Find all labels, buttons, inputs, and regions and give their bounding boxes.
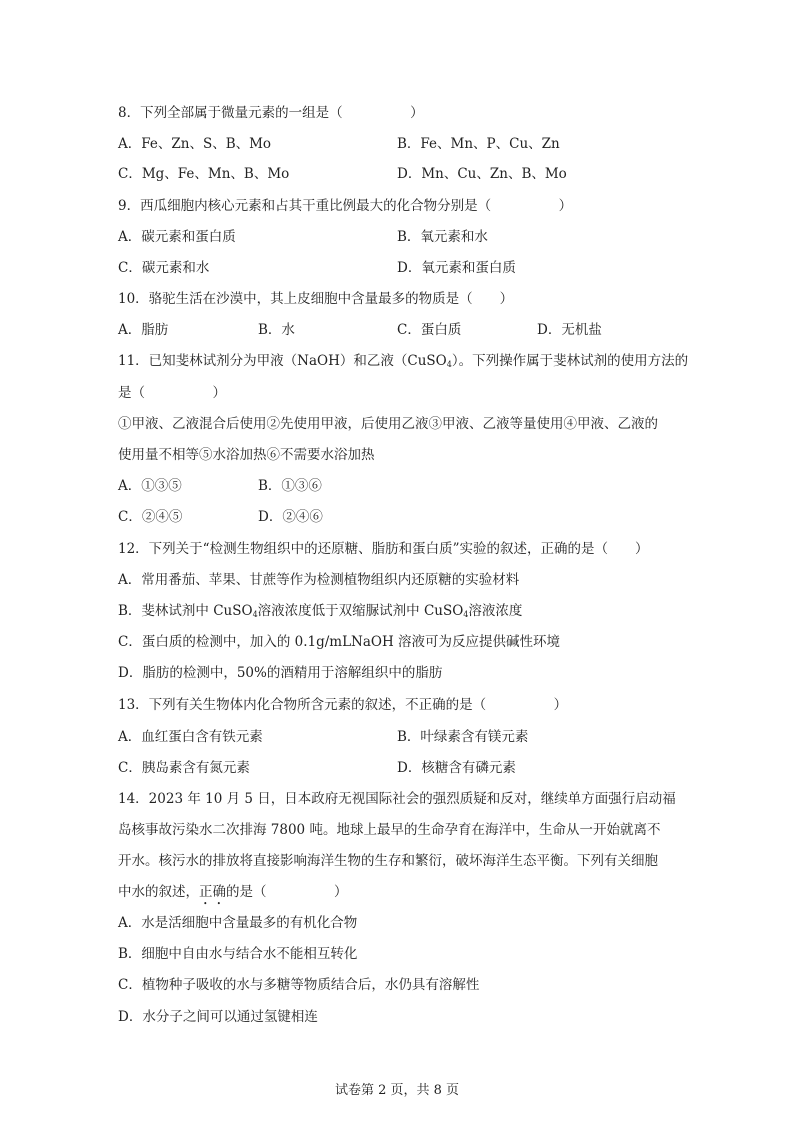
q12-option-a: A．常用番茄、苹果、甘蔗等作为检测植物组织内还原糖的实验材料 [118, 572, 520, 588]
q13-stem: 13．下列有关生物体内化合物所含元素的叙述，不正确的是（ ） [118, 697, 568, 713]
q14-stem-line3: 开水。核污水的排放将直接影响海洋生物的生存和繁衍，破坏海洋生态平衡。下列有关细胞 [118, 853, 658, 869]
q13-option-a: A．血红蛋白含有铁元素 [118, 729, 263, 745]
q11-option-c: C．②④⑤ [118, 509, 183, 525]
q8-stem: 8．下列全部属于微量元素的一组是（ ） [118, 105, 424, 121]
q8-option-a: A．Fe、Zn、S、B、Mo [118, 136, 272, 152]
q13-option-b: B．叶绿素含有镁元素 [397, 729, 529, 745]
q11-option-d: D．②④⑥ [258, 509, 323, 525]
q11-detail-line2: 使用量不相等⑤水浴加热⑥不需要水浴加热 [118, 447, 375, 463]
q10-stem: 10．骆驼生活在沙漠中，其上皮细胞中含量最多的物质是（ ） [118, 291, 514, 307]
q9-option-b: B．氧元素和水 [397, 229, 488, 245]
q10-option-c: C．蛋白质 [397, 322, 462, 338]
emphasis-word: 正确 [199, 884, 226, 900]
q11-option-b: B．①③⑥ [258, 478, 322, 494]
q13-option-c: C．胰岛素含有氮元素 [118, 760, 250, 776]
q9-option-a: A．碳元素和蛋白质 [118, 229, 236, 245]
q10-option-a: A．脂肪 [118, 322, 169, 338]
q14-stem-line1: 14．2023 年 10 月 5 日，日本政府无视国际社会的强烈质疑和反对，继续单方面强行启动福 [118, 791, 676, 807]
q14-stem-line4: 中水的叙述，正确的是（ ） [118, 884, 348, 900]
q12-stem: 12．下列关于“检测生物组织中的还原糖、脂肪和蛋白质”实验的叙述，正确的是（ ） [118, 541, 649, 557]
page-footer: 试卷第 2 页，共 8 页 [334, 1083, 460, 1098]
q11-option-a: A．①③⑤ [118, 478, 182, 494]
q8-option-b: B．Fe、Mn、P、Cu、Zn [397, 136, 560, 152]
q12-option-b: B．斐林试剂中 CuSO$_4$溶液浓度低于双缩脲试剂中 CuSO$_4$溶液浓度 [118, 603, 523, 619]
q8-option-d: D．Mn、Cu、Zn、B、Mo [397, 166, 567, 182]
q12-option-c: C．蛋白质的检测中，加入的 0.1g/mLNaOH 溶液可为反应提供碱性环境 [118, 634, 561, 650]
q11-stem-line2: 是（ ） [118, 385, 226, 401]
q14-option-a: A．水是活细胞中含量最多的有机化合物 [118, 915, 358, 931]
q14-option-d: D．水分子之间可以通过氢键相连 [118, 1009, 318, 1025]
q8-option-c: C．Mg、Fe、Mn、B、Mo [118, 166, 290, 182]
q10-option-b: B．水 [258, 322, 295, 338]
q14-option-b: B．细胞中自由水与结合水不能相互转化 [118, 946, 358, 962]
q13-option-d: D．核糖含有磷元素 [397, 760, 516, 776]
q12-option-d: D．脂肪的检测中，50%的酒精用于溶解组织中的脂肪 [118, 665, 443, 681]
q9-option-c: C．碳元素和水 [118, 260, 210, 276]
q9-option-d: D．氧元素和蛋白质 [397, 260, 516, 276]
q9-stem: 9．西瓜细胞内核心元素和占其干重比例最大的化合物分别是（ ） [118, 198, 573, 214]
q11-stem-line1: 11．已知斐林试剂分为甲液（NaOH）和乙液（CuSO$_4$）。下列操作属于斐林试剂的使用方法的 [118, 353, 689, 369]
q14-stem-line2: 岛核事故污染水二次排海 7800 吨。地球上最早的生命孕育在海洋中，生命从一开始就离不 [118, 822, 661, 838]
q10-option-d: D．无机盐 [537, 322, 602, 338]
q14-option-c: C．植物种子吸收的水与多糖等物质结合后，水仍具有溶解性 [118, 977, 480, 993]
q11-detail-line1: ①甲液、乙液混合后使用②先使用甲液，后使用乙液③甲液、乙液等量使用④甲液、乙液的 [118, 416, 658, 432]
